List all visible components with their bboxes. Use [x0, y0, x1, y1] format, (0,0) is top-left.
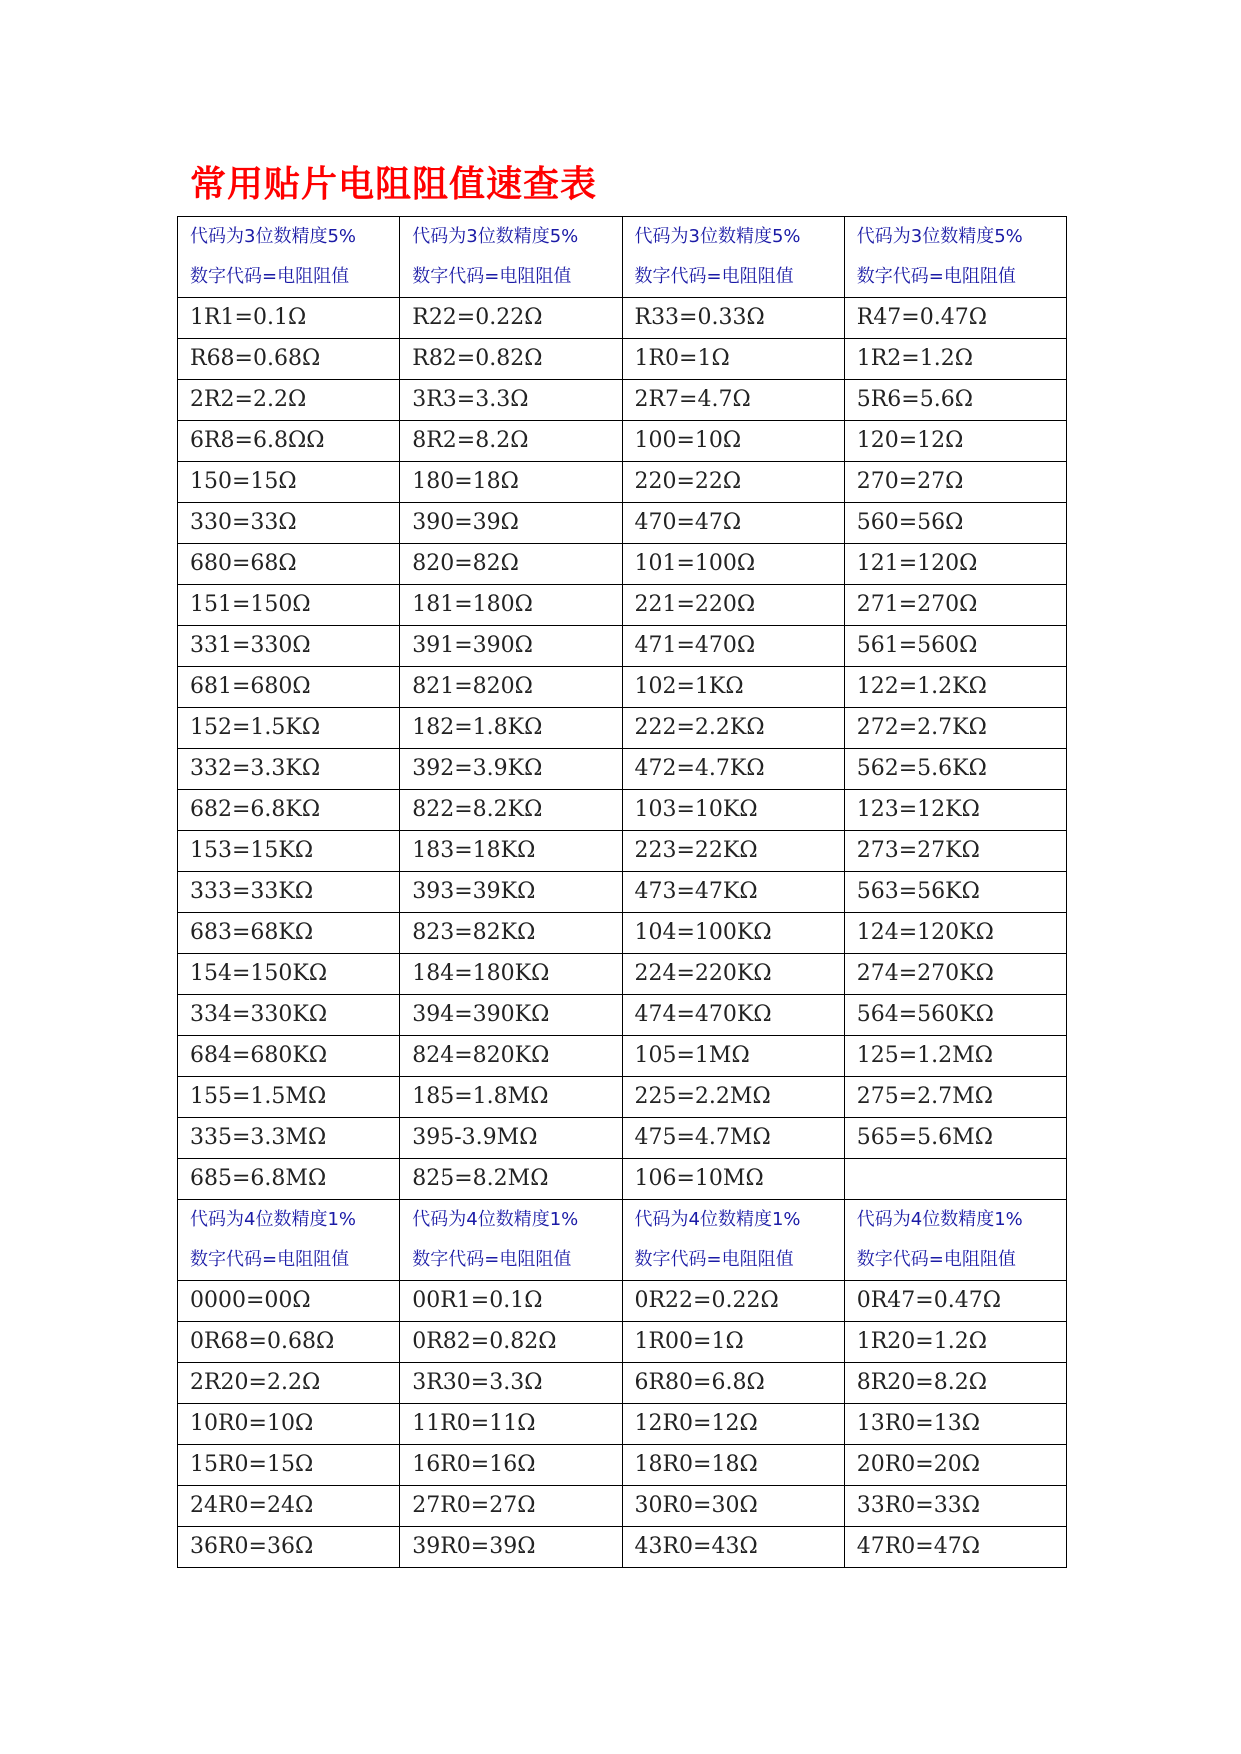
code-value-cell: 1R0=1Ω — [622, 339, 844, 380]
code-value-cell: 684=680KΩ — [178, 1036, 400, 1077]
code-value-cell: 682=6.8KΩ — [178, 790, 400, 831]
code-value-cell: 1R00=1Ω — [622, 1322, 844, 1363]
code-value-cell: 470=47Ω — [622, 503, 844, 544]
code-value-cell: 18R0=18Ω — [622, 1445, 844, 1486]
code-value-cell: 00R1=0.1Ω — [400, 1281, 622, 1322]
code-value-cell: 395-3.9MΩ — [400, 1118, 622, 1159]
code-value-cell: 220=22Ω — [622, 462, 844, 503]
code-value-cell: 0R68=0.68Ω — [178, 1322, 400, 1363]
code-value-cell: R47=0.47Ω — [844, 298, 1066, 339]
section-header-cell — [844, 217, 1066, 298]
code-value-cell: 224=220KΩ — [622, 954, 844, 995]
code-value-cell: 390=39Ω — [400, 503, 622, 544]
header-precision-label: 代码为4位数精度1% — [634, 1209, 801, 1230]
code-value-cell: 271=270Ω — [844, 585, 1066, 626]
table-row — [178, 380, 1067, 421]
header-precision-label: 代码为4位数精度1% — [412, 1209, 579, 1230]
section-header-cell — [178, 217, 400, 298]
code-value-cell: 335=3.3MΩ — [178, 1118, 400, 1159]
code-value-cell: 334=330KΩ — [178, 995, 400, 1036]
table-row — [178, 790, 1067, 831]
header-precision-label: 代码为3位数精度5% — [856, 226, 1023, 247]
code-value-cell: 8R2=8.2Ω — [400, 421, 622, 462]
code-value-cell: 39R0=39Ω — [400, 1527, 622, 1568]
code-value-cell: 106=10MΩ — [622, 1159, 844, 1200]
code-value-cell: 184=180KΩ — [400, 954, 622, 995]
code-value-cell: 10R0=10Ω — [178, 1404, 400, 1445]
section-header-cell — [844, 1200, 1066, 1281]
table-row — [178, 298, 1067, 339]
code-value-cell: 30R0=30Ω — [622, 1486, 844, 1527]
table-row — [178, 1281, 1067, 1322]
section-header-cell — [622, 1200, 844, 1281]
code-value-cell: 0000=00Ω — [178, 1281, 400, 1322]
code-value-cell: 36R0=36Ω — [178, 1527, 400, 1568]
code-value-cell: 474=470KΩ — [622, 995, 844, 1036]
table-row — [178, 421, 1067, 462]
code-value-cell: 473=47KΩ — [622, 872, 844, 913]
code-value-cell: 20R0=20Ω — [844, 1445, 1066, 1486]
code-value-cell: 562=5.6KΩ — [844, 749, 1066, 790]
table-row — [178, 503, 1067, 544]
code-value-cell: 0R22=0.22Ω — [622, 1281, 844, 1322]
header-code-label: 数字代码=电阻阻值 — [856, 266, 1016, 287]
table-row — [178, 749, 1067, 790]
code-value-cell: 103=10KΩ — [622, 790, 844, 831]
header-code-label: 数字代码=电阻阻值 — [634, 1249, 794, 1270]
code-value-cell: 822=8.2KΩ — [400, 790, 622, 831]
code-value-cell: 150=15Ω — [178, 462, 400, 503]
table-row — [178, 1322, 1067, 1363]
table-row — [178, 872, 1067, 913]
code-value-cell: 825=8.2MΩ — [400, 1159, 622, 1200]
code-value-cell: 43R0=43Ω — [622, 1527, 844, 1568]
code-value-cell: 27R0=27Ω — [400, 1486, 622, 1527]
code-value-cell: 1R1=0.1Ω — [178, 298, 400, 339]
code-value-cell: 563=56KΩ — [844, 872, 1066, 913]
code-value-cell: 683=68KΩ — [178, 913, 400, 954]
code-value-cell: 100=10Ω — [622, 421, 844, 462]
code-value-cell: 120=12Ω — [844, 421, 1066, 462]
code-value-cell: 332=3.3KΩ — [178, 749, 400, 790]
code-value-cell: 102=1KΩ — [622, 667, 844, 708]
code-value-cell: 123=12KΩ — [844, 790, 1066, 831]
code-value-cell: 272=2.7KΩ — [844, 708, 1066, 749]
code-value-cell: 6R8=6.8ΩΩ — [178, 421, 400, 462]
header-precision-label: 代码为3位数精度5% — [634, 226, 801, 247]
table-row — [178, 585, 1067, 626]
code-value-cell: 3R30=3.3Ω — [400, 1363, 622, 1404]
code-value-cell: 3R3=3.3Ω — [400, 380, 622, 421]
code-value-cell: 101=100Ω — [622, 544, 844, 585]
code-value-cell: 275=2.7MΩ — [844, 1077, 1066, 1118]
code-value-cell: 680=68Ω — [178, 544, 400, 585]
table-row — [178, 1077, 1067, 1118]
section-header-row — [178, 217, 1067, 298]
code-value-cell: 155=1.5MΩ — [178, 1077, 400, 1118]
table-row — [178, 1445, 1067, 1486]
code-value-cell: 225=2.2MΩ — [622, 1077, 844, 1118]
code-value-cell: 151=150Ω — [178, 585, 400, 626]
header-precision-label: 代码为3位数精度5% — [412, 226, 579, 247]
table-row — [178, 667, 1067, 708]
code-value-cell: 5R6=5.6Ω — [844, 380, 1066, 421]
section-header-cell — [622, 217, 844, 298]
code-value-cell: 104=100KΩ — [622, 913, 844, 954]
code-value-cell: 222=2.2KΩ — [622, 708, 844, 749]
code-value-cell: 12R0=12Ω — [622, 1404, 844, 1445]
code-value-cell: 393=39KΩ — [400, 872, 622, 913]
code-value-cell: 24R0=24Ω — [178, 1486, 400, 1527]
table-row — [178, 1159, 1067, 1200]
code-value-cell: 0R82=0.82Ω — [400, 1322, 622, 1363]
code-value-cell: 472=4.7KΩ — [622, 749, 844, 790]
table-row — [178, 831, 1067, 872]
code-value-cell: 273=27KΩ — [844, 831, 1066, 872]
code-value-cell: 13R0=13Ω — [844, 1404, 1066, 1445]
code-value-cell: 122=1.2KΩ — [844, 667, 1066, 708]
section-header-row — [178, 1200, 1067, 1281]
code-value-cell: 33R0=33Ω — [844, 1486, 1066, 1527]
code-value-cell: 1R2=1.2Ω — [844, 339, 1066, 380]
header-code-label: 数字代码=电阻阻值 — [412, 1249, 572, 1270]
code-value-cell: 681=680Ω — [178, 667, 400, 708]
section-header-cell — [178, 1200, 400, 1281]
code-value-cell: 0R47=0.47Ω — [844, 1281, 1066, 1322]
code-value-cell: 561=560Ω — [844, 626, 1066, 667]
code-value-cell: 270=27Ω — [844, 462, 1066, 503]
header-code-label: 数字代码=电阻阻值 — [634, 266, 794, 287]
table-row — [178, 1363, 1067, 1404]
code-value-cell: 471=470Ω — [622, 626, 844, 667]
table-row — [178, 954, 1067, 995]
code-value-cell: 180=18Ω — [400, 462, 622, 503]
code-value-cell: 823=82KΩ — [400, 913, 622, 954]
code-value-cell: 181=180Ω — [400, 585, 622, 626]
table-row — [178, 462, 1067, 503]
header-precision-label: 代码为4位数精度1% — [190, 1209, 357, 1230]
header-precision-label: 代码为3位数精度5% — [190, 226, 357, 247]
code-value-cell: 125=1.2MΩ — [844, 1036, 1066, 1077]
code-value-cell: 124=120KΩ — [844, 913, 1066, 954]
code-value-cell: 824=820KΩ — [400, 1036, 622, 1077]
header-code-label: 数字代码=电阻阻值 — [412, 266, 572, 287]
table-row — [178, 626, 1067, 667]
table-row — [178, 339, 1067, 380]
code-value-cell: 274=270KΩ — [844, 954, 1066, 995]
header-code-label: 数字代码=电阻阻值 — [190, 266, 350, 287]
code-value-cell: 331=330Ω — [178, 626, 400, 667]
code-value-cell: 821=820Ω — [400, 667, 622, 708]
code-value-cell: 330=33Ω — [178, 503, 400, 544]
code-value-cell: 223=22KΩ — [622, 831, 844, 872]
table-row — [178, 1486, 1067, 1527]
code-value-cell: 121=120Ω — [844, 544, 1066, 585]
code-value-cell: 185=1.8MΩ — [400, 1077, 622, 1118]
resistor-code-table — [177, 216, 1067, 1568]
code-value-cell: R22=0.22Ω — [400, 298, 622, 339]
code-value-cell — [844, 1159, 1066, 1200]
table-row — [178, 913, 1067, 954]
code-value-cell: 6R80=6.8Ω — [622, 1363, 844, 1404]
code-value-cell: 152=1.5KΩ — [178, 708, 400, 749]
code-value-cell: 221=220Ω — [622, 585, 844, 626]
code-value-cell: 2R7=4.7Ω — [622, 380, 844, 421]
code-value-cell: 475=4.7MΩ — [622, 1118, 844, 1159]
table-row — [178, 544, 1067, 585]
page-title: 常用贴片电阻阻值速查表 — [190, 163, 598, 205]
header-precision-label: 代码为4位数精度1% — [856, 1209, 1023, 1230]
code-value-cell: 820=82Ω — [400, 544, 622, 585]
code-value-cell: 154=150KΩ — [178, 954, 400, 995]
code-value-cell: 153=15KΩ — [178, 831, 400, 872]
header-code-label: 数字代码=电阻阻值 — [856, 1249, 1016, 1270]
code-value-cell: 47R0=47Ω — [844, 1527, 1066, 1568]
code-value-cell: 333=33KΩ — [178, 872, 400, 913]
section-header-cell — [400, 217, 622, 298]
table-row — [178, 1036, 1067, 1077]
table-row — [178, 1118, 1067, 1159]
code-value-cell: 8R20=8.2Ω — [844, 1363, 1066, 1404]
code-value-cell: 15R0=15Ω — [178, 1445, 400, 1486]
code-value-cell: 391=390Ω — [400, 626, 622, 667]
code-value-cell: 565=5.6MΩ — [844, 1118, 1066, 1159]
code-value-cell: R68=0.68Ω — [178, 339, 400, 380]
table-row — [178, 708, 1067, 749]
code-value-cell: 1R20=1.2Ω — [844, 1322, 1066, 1363]
table-row — [178, 995, 1067, 1036]
table-body — [178, 217, 1067, 1568]
code-value-cell: R33=0.33Ω — [622, 298, 844, 339]
code-value-cell: 16R0=16Ω — [400, 1445, 622, 1486]
code-value-cell: 105=1MΩ — [622, 1036, 844, 1077]
table-row — [178, 1527, 1067, 1568]
code-value-cell: 182=1.8KΩ — [400, 708, 622, 749]
code-value-cell: 394=390KΩ — [400, 995, 622, 1036]
header-code-label: 数字代码=电阻阻值 — [190, 1249, 350, 1270]
code-value-cell: 2R20=2.2Ω — [178, 1363, 400, 1404]
code-value-cell: 685=6.8MΩ — [178, 1159, 400, 1200]
code-value-cell: 392=3.9KΩ — [400, 749, 622, 790]
table-row — [178, 1404, 1067, 1445]
code-value-cell: 11R0=11Ω — [400, 1404, 622, 1445]
section-header-cell — [400, 1200, 622, 1281]
code-value-cell: 560=56Ω — [844, 503, 1066, 544]
code-value-cell: R82=0.82Ω — [400, 339, 622, 380]
code-value-cell: 2R2=2.2Ω — [178, 380, 400, 421]
code-value-cell: 183=18KΩ — [400, 831, 622, 872]
code-value-cell: 564=560KΩ — [844, 995, 1066, 1036]
